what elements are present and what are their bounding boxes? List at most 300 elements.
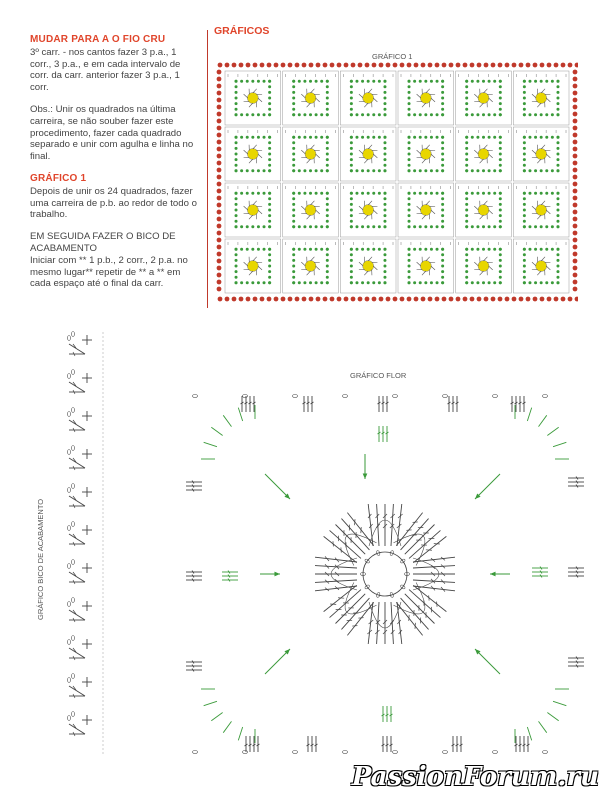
- border-dot: [217, 168, 222, 173]
- square-stitch: [303, 281, 306, 284]
- flower-petal: [480, 159, 484, 163]
- square-stitch: [315, 192, 318, 195]
- square-stitch: [268, 248, 271, 251]
- square-stitch: [441, 141, 444, 144]
- square-stitch: [465, 102, 468, 105]
- chain-stitch: [68, 336, 71, 341]
- square-stitch: [551, 225, 554, 228]
- square-stitch: [298, 248, 301, 251]
- border-dot: [267, 297, 272, 302]
- square-stitch: [523, 225, 526, 228]
- flower-petal-group: [368, 504, 403, 546]
- square-stitch: [246, 169, 249, 172]
- border-dot: [407, 297, 412, 302]
- flower-petal: [474, 262, 478, 266]
- chain-stitch: [193, 751, 198, 754]
- flower-petal: [417, 262, 421, 266]
- dc-stitch: [69, 496, 85, 506]
- border-dot: [561, 297, 566, 302]
- flower-petal: [307, 103, 311, 107]
- square-stitch: [408, 270, 411, 273]
- square-stitch: [465, 253, 468, 256]
- square-stitch: [355, 192, 358, 195]
- flower-center: [420, 205, 431, 216]
- green-stitch: [204, 701, 217, 705]
- square-stitch: [378, 136, 381, 139]
- border-dot: [246, 63, 251, 68]
- flower-petal: [364, 215, 368, 219]
- border-dot: [573, 119, 578, 124]
- square-stitch: [441, 253, 444, 256]
- flower-center: [478, 149, 489, 160]
- square-stitch: [383, 197, 386, 200]
- flower-center: [536, 149, 547, 160]
- square-stitch: [556, 97, 559, 100]
- square-stitch: [350, 259, 353, 262]
- square-stitch: [257, 113, 260, 116]
- square-stitch: [488, 136, 491, 139]
- border-dot: [351, 63, 356, 68]
- square-stitch: [350, 197, 353, 200]
- square-stitch: [235, 147, 238, 150]
- square-stitch: [235, 113, 238, 116]
- square-stitch: [268, 102, 271, 105]
- square-stitch: [383, 91, 386, 94]
- border-dot: [573, 112, 578, 117]
- dc-stitch: [69, 382, 85, 392]
- square-stitch: [235, 248, 238, 251]
- square-stitch: [488, 281, 491, 284]
- green-stitch: [539, 721, 547, 732]
- square-stitch: [268, 281, 271, 284]
- flower-petal: [359, 206, 363, 210]
- square-stitch: [499, 136, 502, 139]
- chain-stitch: [393, 395, 398, 398]
- square-stitch: [383, 147, 386, 150]
- flower-petal: [422, 215, 426, 219]
- square-stitch: [551, 113, 554, 116]
- chain-stitch: [68, 450, 71, 455]
- border-dot: [217, 259, 222, 264]
- border-dot: [533, 63, 538, 68]
- flower-petal: [546, 98, 550, 102]
- border-dot: [573, 140, 578, 145]
- flower-center: [536, 93, 547, 104]
- square-stitch: [540, 248, 543, 251]
- square-stitch: [326, 169, 329, 172]
- square-stitch: [361, 169, 364, 172]
- square-stitch: [408, 113, 411, 116]
- square-stitch: [350, 80, 353, 83]
- square-stitch: [441, 248, 444, 251]
- border-dot: [414, 63, 419, 68]
- square-stitch: [309, 136, 312, 139]
- square-stitch: [235, 85, 238, 88]
- grafico1-label: GRÁFICO 1: [372, 52, 413, 61]
- frame-stitch-group: [186, 481, 202, 492]
- square-stitch: [383, 153, 386, 156]
- border-dot: [573, 161, 578, 166]
- square-stitch: [556, 276, 559, 279]
- border-dot: [573, 77, 578, 82]
- border-dot: [232, 297, 237, 302]
- square-stitch: [240, 281, 243, 284]
- square-stitch: [326, 102, 329, 105]
- flower-petal: [431, 210, 435, 214]
- border-dot: [421, 63, 426, 68]
- square-stitch: [326, 253, 329, 256]
- chain-stitch: [72, 484, 75, 489]
- square-stitch: [482, 192, 485, 195]
- square-stitch: [251, 192, 254, 195]
- square-stitch: [235, 136, 238, 139]
- square-stitch: [441, 169, 444, 172]
- dc-stitch: [69, 534, 85, 544]
- chain-stitch: [343, 751, 348, 754]
- square-stitch: [326, 225, 329, 228]
- square-stitch: [441, 80, 444, 83]
- square-stitch: [476, 136, 479, 139]
- square-stitch: [523, 136, 526, 139]
- square-stitch: [350, 164, 353, 167]
- flower-center: [420, 261, 431, 272]
- square-stitch: [268, 80, 271, 83]
- square-stitch: [355, 80, 358, 83]
- flower-petal: [359, 94, 363, 98]
- square-stitch: [320, 225, 323, 228]
- border-dot: [260, 63, 265, 68]
- square-stitch: [298, 225, 301, 228]
- square-stitch: [499, 209, 502, 212]
- frame-stitch-group: [186, 661, 202, 672]
- arrow-head: [490, 572, 496, 577]
- square-stitch: [482, 281, 485, 284]
- square-stitch: [430, 225, 433, 228]
- square-stitch: [240, 169, 243, 172]
- flower-petal-group: [413, 557, 455, 592]
- border-dot: [573, 238, 578, 243]
- green-stitch: [238, 727, 242, 740]
- border-dot: [217, 140, 222, 145]
- square-stitch: [326, 259, 329, 262]
- square-stitch: [436, 169, 439, 172]
- square-stitch: [523, 102, 526, 105]
- square-stitch: [540, 281, 543, 284]
- flower-petal: [244, 94, 248, 98]
- green-corner-arc: [515, 689, 569, 743]
- square-stitch: [367, 281, 370, 284]
- border-dot: [323, 63, 328, 68]
- flower-petal: [253, 257, 257, 261]
- border-dot: [573, 175, 578, 180]
- square-stitch: [246, 192, 249, 195]
- square-stitch: [350, 214, 353, 217]
- square-stitch: [528, 281, 531, 284]
- square-stitch: [303, 169, 306, 172]
- square-stitch: [350, 108, 353, 111]
- square-stitch: [493, 169, 496, 172]
- flower-petal: [484, 145, 488, 149]
- green-stitch: [547, 427, 558, 435]
- square-stitch: [556, 265, 559, 268]
- square-stitch: [361, 281, 364, 284]
- green-stitch: [223, 415, 231, 426]
- border-dot: [217, 112, 222, 117]
- square-stitch: [240, 225, 243, 228]
- border-dot: [414, 297, 419, 302]
- border-dot: [547, 297, 552, 302]
- square-stitch: [383, 80, 386, 83]
- flower-petal: [311, 89, 315, 93]
- square-stitch: [315, 169, 318, 172]
- border-dot: [225, 297, 230, 302]
- square-stitch: [499, 85, 502, 88]
- square-stitch: [235, 281, 238, 284]
- square-stitch: [263, 281, 266, 284]
- border-dot: [260, 297, 265, 302]
- square-stitch: [361, 113, 364, 116]
- square-stitch: [540, 225, 543, 228]
- square-stitch: [465, 281, 468, 284]
- square-stitch: [413, 113, 416, 116]
- square-stitch: [268, 147, 271, 150]
- square-stitch: [367, 80, 370, 83]
- square-stitch: [436, 281, 439, 284]
- flower-petal: [373, 210, 377, 214]
- square-stitch: [430, 80, 433, 83]
- square-stitch: [424, 192, 427, 195]
- square-stitch: [556, 113, 559, 116]
- square-stitch: [383, 141, 386, 144]
- flower-petal: [474, 94, 478, 98]
- square-stitch: [471, 80, 474, 83]
- border-dot: [217, 224, 222, 229]
- square-stitch: [235, 164, 238, 167]
- square-stitch: [493, 192, 496, 195]
- flower-petal: [368, 201, 372, 205]
- flower-petal: [537, 103, 541, 107]
- square-stitch: [556, 220, 559, 223]
- square-stitch: [499, 276, 502, 279]
- square-stitch: [372, 113, 375, 116]
- flower-petal: [258, 210, 262, 214]
- chain-stitch: [543, 751, 548, 754]
- flower-center: [363, 93, 374, 104]
- square-stitch: [556, 147, 559, 150]
- green-stitch: [527, 408, 531, 421]
- border-dot: [573, 98, 578, 103]
- square-stitch: [499, 97, 502, 100]
- square-stitch: [320, 80, 323, 83]
- square-stitch: [413, 169, 416, 172]
- square-stitch: [408, 108, 411, 111]
- square-stitch: [235, 141, 238, 144]
- border-dot: [218, 297, 223, 302]
- square-stitch: [499, 102, 502, 105]
- frame-stitch-group: [568, 567, 584, 578]
- square-stitch: [408, 248, 411, 251]
- square-stitch: [251, 80, 254, 83]
- square-stitch: [350, 253, 353, 256]
- green-stitch-group: [378, 426, 389, 442]
- flower-petal: [301, 262, 305, 266]
- square-stitch: [551, 169, 554, 172]
- square-stitch: [556, 248, 559, 251]
- square-stitch: [383, 113, 386, 116]
- border-dot: [379, 63, 384, 68]
- square-stitch: [235, 214, 238, 217]
- border-dot: [217, 189, 222, 194]
- square-stitch: [465, 192, 468, 195]
- border-dot: [573, 203, 578, 208]
- border-dot: [484, 63, 489, 68]
- square-stitch: [534, 80, 537, 83]
- square-stitch: [476, 248, 479, 251]
- square-stitch: [413, 136, 416, 139]
- flower-petal: [431, 266, 435, 270]
- flower-center: [363, 205, 374, 216]
- square-stitch: [534, 113, 537, 116]
- flower-center: [420, 149, 431, 160]
- square-stitch: [383, 265, 386, 268]
- square-stitch: [441, 209, 444, 212]
- square-stitch: [482, 113, 485, 116]
- flower-center: [305, 149, 316, 160]
- flower-petal: [480, 271, 484, 275]
- square-stitch: [372, 248, 375, 251]
- square-stitch: [556, 158, 559, 161]
- border-dot: [491, 63, 496, 68]
- border-dot: [309, 63, 314, 68]
- square-stitch: [476, 225, 479, 228]
- flower-petal: [253, 89, 257, 93]
- square-stitch: [235, 169, 238, 172]
- square-stitch: [326, 197, 329, 200]
- square-stitch: [465, 169, 468, 172]
- square-stitch: [408, 225, 411, 228]
- square-stitch: [528, 113, 531, 116]
- flower-petal: [244, 206, 248, 210]
- square-stitch: [292, 220, 295, 223]
- flower-petal: [546, 154, 550, 158]
- center-ring: [363, 552, 407, 596]
- square-stitch: [523, 209, 526, 212]
- square-stitch: [268, 225, 271, 228]
- border-dot: [456, 297, 461, 302]
- square-stitch: [523, 270, 526, 273]
- square-stitch: [320, 113, 323, 116]
- square-stitch: [383, 253, 386, 256]
- square-stitch: [251, 225, 254, 228]
- square-stitch: [523, 197, 526, 200]
- border-dot: [217, 126, 222, 131]
- square-stitch: [556, 270, 559, 273]
- square-stitch: [465, 147, 468, 150]
- square-stitch: [465, 209, 468, 212]
- edge-chart-label: GRÁFICO BICO DE ACABAMENTO: [36, 498, 45, 620]
- frame-stitch-group: [568, 477, 584, 488]
- square-stitch: [350, 270, 353, 273]
- square-stitch: [523, 80, 526, 83]
- square-stitch: [499, 197, 502, 200]
- border-dot: [288, 297, 293, 302]
- square-stitch: [441, 147, 444, 150]
- square-stitch: [246, 225, 249, 228]
- square-stitch: [465, 164, 468, 167]
- square-stitch: [556, 214, 559, 217]
- square-stitch: [441, 276, 444, 279]
- border-dot: [573, 147, 578, 152]
- flower-petal: [532, 206, 536, 210]
- square-stitch: [383, 209, 386, 212]
- flower-center: [363, 149, 374, 160]
- square-stitch: [383, 108, 386, 111]
- square-stitch: [355, 113, 358, 116]
- arrow-head: [363, 473, 368, 479]
- square-stitch: [320, 192, 323, 195]
- flower-center: [305, 93, 316, 104]
- green-stitch: [223, 721, 231, 732]
- border-dot: [449, 63, 454, 68]
- square-stitch: [292, 225, 295, 228]
- square-stitch: [482, 248, 485, 251]
- flower-petal: [541, 201, 545, 205]
- square-stitch: [378, 113, 381, 116]
- border-dot: [498, 63, 503, 68]
- frame-stitch-group: [382, 736, 393, 752]
- grafico1-diagram: [216, 62, 578, 302]
- square-stitch: [488, 169, 491, 172]
- flower-petal: [258, 98, 262, 102]
- border-dot: [217, 280, 222, 285]
- square-stitch: [430, 136, 433, 139]
- flower-petal: [249, 103, 253, 107]
- chain-stitch: [493, 751, 498, 754]
- border-dot: [561, 63, 566, 68]
- square-stitch: [499, 169, 502, 172]
- flower-petal: [422, 271, 426, 275]
- flower-petal: [249, 271, 253, 275]
- flower-center: [536, 261, 547, 272]
- square-stitch: [268, 141, 271, 144]
- square-stitch: [383, 225, 386, 228]
- square-stitch: [441, 265, 444, 268]
- square-stitch: [251, 113, 254, 116]
- border-dot: [477, 297, 482, 302]
- square-stitch: [499, 113, 502, 116]
- square-stitch: [523, 192, 526, 195]
- square-stitch: [540, 169, 543, 172]
- square-stitch: [465, 203, 468, 206]
- square-stitch: [408, 80, 411, 83]
- square-stitch: [355, 225, 358, 228]
- frame-stitch-group: [448, 396, 459, 412]
- square-stitch: [441, 108, 444, 111]
- square-stitch: [292, 80, 295, 83]
- square-stitch: [383, 169, 386, 172]
- border-dot: [217, 196, 222, 201]
- square-stitch: [268, 253, 271, 256]
- chain-stitch: [193, 395, 198, 398]
- square-stitch: [350, 169, 353, 172]
- square-stitch: [482, 136, 485, 139]
- border-dot: [217, 231, 222, 236]
- square-stitch: [471, 225, 474, 228]
- square-stitch: [350, 276, 353, 279]
- border-dot: [470, 63, 475, 68]
- square-stitch: [528, 248, 531, 251]
- flower-petal: [307, 215, 311, 219]
